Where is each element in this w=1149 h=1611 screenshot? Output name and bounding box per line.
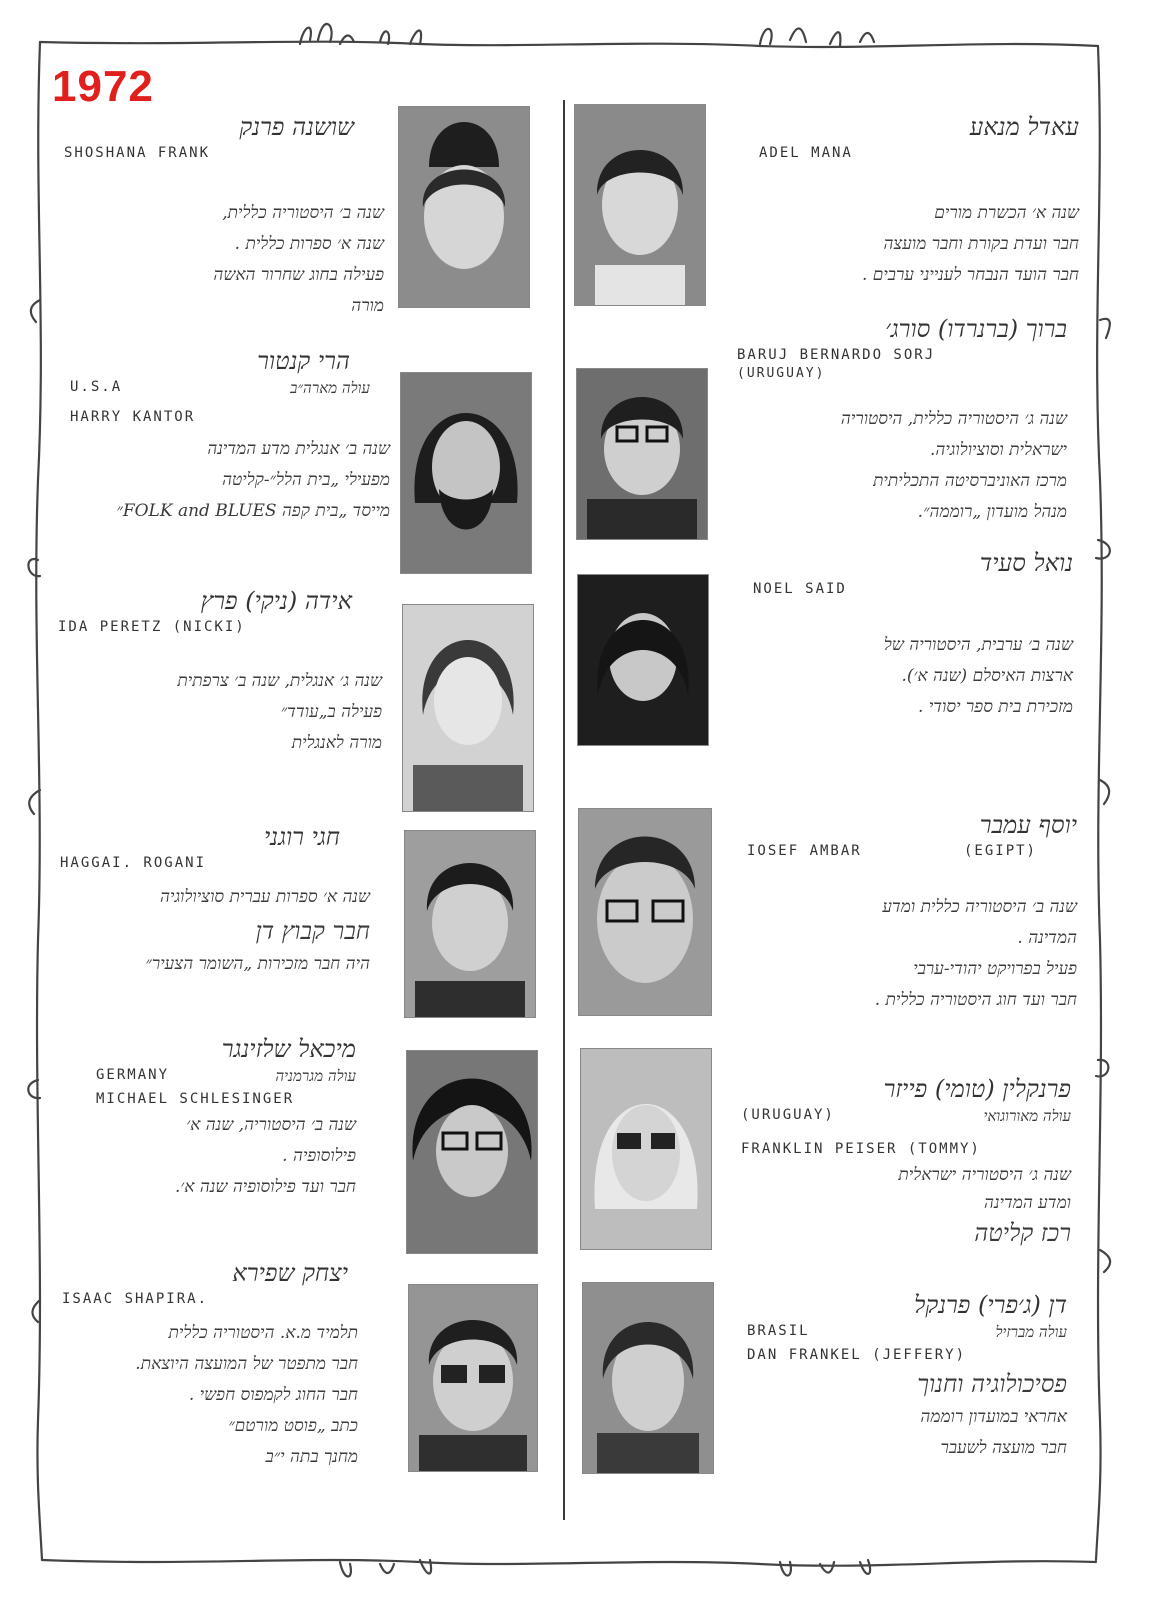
profile-ida-peretz <box>52 586 382 759</box>
bio-line: שנה א׳ הכשרת מורים <box>934 203 1079 223</box>
bio-line: מנהל מועדון „רוממה״. <box>917 502 1067 522</box>
immigrant-note: עולה מארה״ב <box>290 379 370 397</box>
portrait-photo-franklin-peiser <box>580 1048 712 1250</box>
portrait-photo-dan-frankel <box>582 1282 714 1474</box>
portrait-photo-ida-peretz <box>402 604 534 812</box>
bio-highlight: רכז קליטה <box>974 1219 1071 1247</box>
bio-line: ישראלית וסוציולוגיה. <box>929 440 1067 460</box>
bio-line: תלמיד מ.א. היסטוריה כללית <box>168 1323 358 1343</box>
hebrew-name: שושנה פרנק <box>239 113 354 141</box>
portrait-photo-shoshana-frank <box>398 106 530 308</box>
portrait-photo-noel-said <box>577 574 709 746</box>
latin-name: IDA PERETZ (NICKI) <box>58 619 246 635</box>
profile-michael-schlesinger <box>96 1034 356 1203</box>
bio-line: שנה א׳ ספרות כללית . <box>234 234 384 254</box>
bio-line: אחראי במועדון רוממה <box>920 1407 1067 1427</box>
immigrant-note: עולה מאורוגואי <box>983 1107 1071 1125</box>
bio-line: חבר ועד חוג היסטוריה כללית . <box>874 990 1077 1010</box>
hebrew-name: נואל סעיד <box>979 549 1073 577</box>
bio-highlight: פסיכולוגיה וחנוך <box>917 1370 1067 1398</box>
bio-line: שנה ב׳ היסטוריה, שנה א׳ <box>186 1115 356 1135</box>
hebrew-name: יוסף עמבר <box>979 811 1077 839</box>
latin-name: MICHAEL SCHLESINGER <box>96 1091 295 1107</box>
hebrew-name: הרי קנטור <box>257 347 350 375</box>
bio-line: חבר מתפטר של המועצה היוצאת. <box>135 1354 358 1374</box>
bio-highlight: חבר קבוץ דן <box>255 917 370 945</box>
profile-harry-kantor <box>60 346 390 527</box>
latin-name: FRANKLIN PEISER (TOMMY) <box>741 1141 981 1157</box>
latin-name: HARRY KANTOR <box>70 409 196 425</box>
latin-name: SHOSHANA FRANK <box>64 145 211 161</box>
profile-franklin-peiser <box>741 1074 1071 1251</box>
latin-name: NOEL SAID <box>753 581 847 597</box>
portrait-photo-harry-kantor <box>400 372 532 574</box>
hebrew-name: חגי רוגני <box>264 823 340 851</box>
hebrew-name: עאדל מנאע <box>969 113 1079 141</box>
portrait-photo-adel-mana <box>574 104 706 306</box>
portrait-photo-baruj-sorj <box>576 368 708 540</box>
bio-line: מזכירת בית ספר יסודי . <box>918 697 1073 717</box>
hebrew-name: מיכאל שלזינגר <box>221 1035 356 1063</box>
hebrew-name: ברוך (ברנרדו) סורג׳ <box>885 315 1067 343</box>
bio-line: חבר הועד הנבחר לענייני ערבים . <box>861 265 1079 285</box>
portrait-photo-isaac-shapira <box>408 1284 538 1472</box>
origin-country: U.S.A <box>70 379 123 395</box>
bio-line: שנה ג׳ היסטוריה ישראלית <box>898 1165 1071 1185</box>
origin-country: (URUGUAY) <box>737 366 826 381</box>
latin-name: DAN FRANKEL (JEFFERY) <box>747 1347 967 1363</box>
year-label: 1972 <box>52 62 154 111</box>
bio-line: המדינה . <box>1017 928 1077 948</box>
profile-shoshana-frank <box>64 112 384 322</box>
bio-line: פעיל בפרויקט יהודי-ערבי <box>913 959 1077 979</box>
hebrew-name: יצחק שפירא <box>232 1259 348 1287</box>
bio-line: ארצות האיסלם (שנה א׳). <box>901 666 1073 686</box>
profile-adel-mana <box>759 112 1079 291</box>
bio-line: פילוסופיה . <box>282 1146 356 1166</box>
bio-line: שנה ב׳ ערבית, היסטוריה של <box>883 635 1073 655</box>
profile-iosef-ambar <box>747 810 1077 1016</box>
profile-baruj-sorj <box>737 314 1067 528</box>
latin-name: ISAAC SHAPIRA. <box>62 1291 209 1307</box>
profile-noel-said <box>753 548 1073 723</box>
hebrew-name: פרנקלין (טומי) פייזר <box>883 1075 1071 1103</box>
bio-line: שנה ג׳ היסטוריה כללית, היסטוריה <box>840 409 1067 429</box>
bio-line: מרכז האוניברסיטה התכליתית <box>873 471 1067 491</box>
bio-line: חבר מועצה לשעבר <box>940 1438 1067 1458</box>
hebrew-name: דן (ג׳פרי) פרנקל <box>914 1291 1067 1319</box>
profile-isaac-shapira <box>38 1258 358 1473</box>
immigrant-note: עולה מברזיל <box>995 1323 1067 1341</box>
bio-line: מורה <box>351 296 384 316</box>
portrait-photo-iosef-ambar <box>578 808 712 1016</box>
bio-line: פעילה ב„עודד״ <box>280 702 382 722</box>
latin-name: HAGGAI. ROGANI <box>60 855 207 871</box>
profile-dan-frankel <box>747 1290 1067 1464</box>
origin-country: GERMANY <box>96 1067 170 1083</box>
bio-line: מחנך בתה י״ב <box>265 1447 358 1467</box>
latin-name: IOSEF AMBAR <box>747 843 862 859</box>
latin-name: ADEL MANA <box>759 145 853 161</box>
bio-line: היה חבר מזכירות „השומר הצעיר״ <box>145 954 370 974</box>
bio-line: שנה ג׳ אנגלית, שנה ב׳ צרפתית <box>177 671 382 691</box>
bio-line: מפעילי „בית הלל״-קליטה <box>222 470 390 490</box>
origin-country: (URUGUAY) <box>741 1107 835 1123</box>
column-divider <box>563 100 565 1520</box>
bio-line: שנה א׳ ספרות עברית סוציולוגיה <box>160 887 370 907</box>
latin-name: BARUJ BERNARDO SORJ <box>737 347 936 363</box>
bio-line: חבר ועד פילוסופיה שנה א׳. <box>174 1177 356 1197</box>
origin-country: BRASIL <box>747 1323 810 1339</box>
bio-line: חבר החוג לקמפוס חפשי . <box>188 1385 358 1405</box>
bio-line: שנה ב׳ היסטוריה כללית, <box>222 203 384 223</box>
portrait-photo-michael-schlesinger <box>406 1050 538 1254</box>
bio-line: מייסד „בית קפה FOLK and BLUES״ <box>116 501 390 521</box>
bio-line: שנה ב׳ היסטוריה כללית ומדע <box>882 897 1077 917</box>
bio-line: פעילה בחוג שחרור האשה <box>213 265 384 285</box>
bio-line: מורה לאנגלית <box>291 733 382 753</box>
bio-line: שנה ב׳ אנגלית מדע המדינה <box>207 439 390 459</box>
origin-country: (EGIPT) <box>963 843 1037 859</box>
bio-line: חבר ועדת בקורת וחבר מועצה <box>883 234 1079 254</box>
profile-haggai-rogani <box>40 822 370 980</box>
bio-line: כתב „פוסט מורטם״ <box>228 1416 358 1436</box>
immigrant-note: עולה מגרמניה <box>275 1067 356 1085</box>
bio-line: ומדע המדינה <box>984 1193 1071 1213</box>
portrait-photo-haggai-rogani <box>404 830 536 1018</box>
hebrew-name: אידה (ניקי) פרץ <box>200 587 352 615</box>
